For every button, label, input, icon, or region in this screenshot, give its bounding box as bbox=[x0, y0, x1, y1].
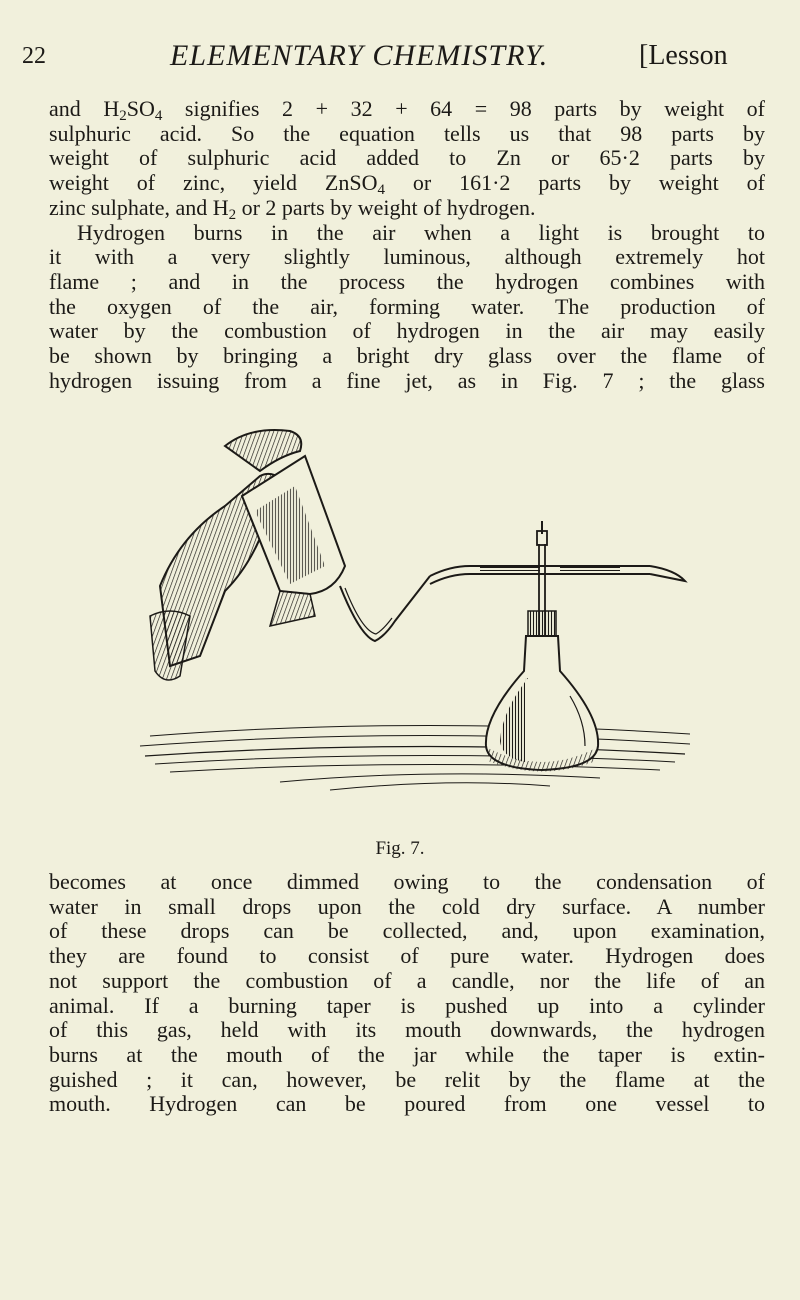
table-surface bbox=[140, 725, 690, 790]
text-line: zinc sulphate, and $H_2$ or 2 parts by weight of hydrogen. bbox=[49, 194, 536, 223]
text-line: be shown by bringing a bright dry glass over the flame of bbox=[49, 343, 765, 369]
figure-caption: Fig. 7. bbox=[375, 838, 425, 859]
flask bbox=[486, 636, 598, 772]
text-line: not support the combustion of a candle, nor the life of an bbox=[49, 967, 765, 993]
text-line: they are found to consist of pure water. Hydrogen does bbox=[49, 943, 765, 969]
text-line: flame ; and in the process the hydrogen combines with bbox=[49, 268, 765, 294]
text-line: water in small drops upon the cold dry surface. A number bbox=[49, 893, 765, 919]
text-line: guished ; it can, however, be relit by the flame at the bbox=[49, 1066, 765, 1092]
funnel-stem bbox=[528, 521, 556, 646]
text-line: it with a very slightly luminous, although extremely hot bbox=[49, 244, 765, 270]
text-line: becomes at once dimmed owing to the condensation of bbox=[49, 869, 765, 894]
text-line: weight of sulphuric acid added to Zn or 65·2 parts by bbox=[49, 145, 765, 171]
lesson-tag: [Lesson bbox=[639, 40, 728, 71]
bottom-text-block bbox=[49, 870, 765, 1117]
running-head bbox=[22, 34, 782, 78]
text-line: Hydrogen burns in the air when a light is brought to bbox=[77, 219, 765, 245]
top-text-block bbox=[49, 97, 765, 393]
text-line: of these drops can be collected, and, upon examination, bbox=[49, 918, 765, 944]
running-title: ELEMENTARY CHEMISTRY. bbox=[170, 39, 549, 72]
hydrogen-jet-illustration bbox=[130, 416, 690, 836]
text-line: burns at the mouth of the jar while the taper is extin- bbox=[49, 1041, 765, 1067]
delivery-tube bbox=[430, 566, 685, 584]
text-line: hydrogen issuing from a fine jet, as in Fig. 7 ; the glass bbox=[49, 367, 765, 393]
text-line: of this gas, held with its mouth downwards, the hydrogen bbox=[49, 1017, 765, 1043]
figure-engraving bbox=[130, 416, 690, 836]
text-line: and $H_2SO_4$ signifies 2 + 32 + 64 = 98 parts by weight of bbox=[49, 96, 765, 124]
text-line: animal. If a burning taper is pushed up into a cylinder bbox=[49, 992, 765, 1018]
flame-jet bbox=[340, 576, 430, 641]
text-line: weight of zinc, yield ZnSO$_4$ or 161·2 parts by weight of bbox=[49, 170, 765, 199]
text-line: water by the combustion of hydrogen in the air may easily bbox=[49, 318, 765, 344]
page-number: 22 bbox=[22, 43, 46, 69]
text-line: sulphuric acid. So the equation tells us that 98 parts by bbox=[49, 120, 765, 146]
text-line: mouth. Hydrogen can be poured from one vessel to bbox=[49, 1091, 765, 1117]
text-line: the oxygen of the air, forming water. The production of bbox=[49, 293, 765, 319]
